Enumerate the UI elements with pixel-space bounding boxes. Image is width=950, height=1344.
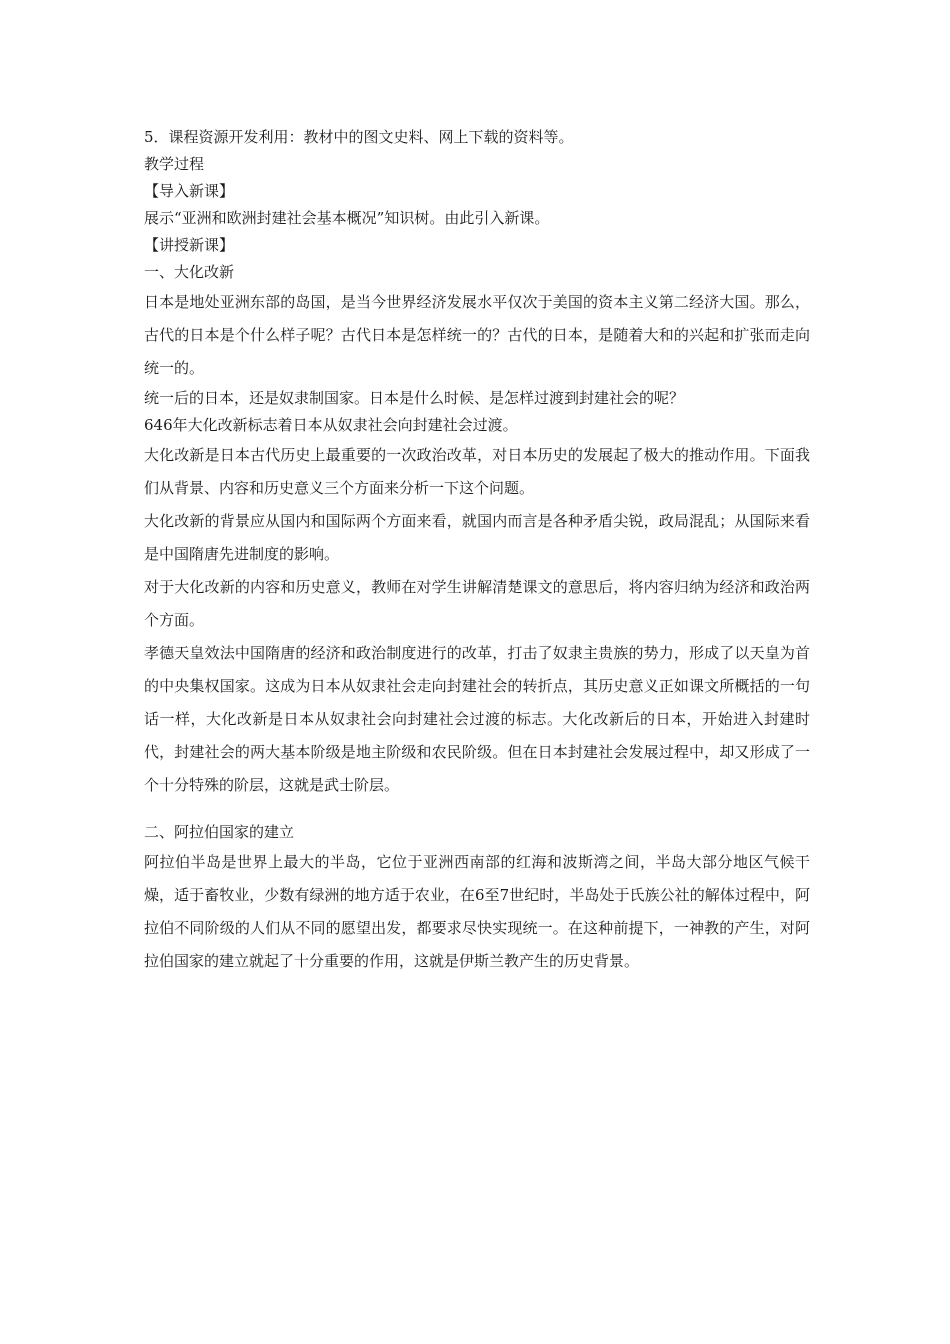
section-1-paragraph: 大化改新的背景应从国内和国际两个方面来看，就国内而言是各种矛盾尖锐，政局混乱；从国际来看是中国隋唐先进制度的影响。 (144, 512, 810, 563)
resources-line: 5．课程资源开发利用：教材中的图文史料、网上下载的资料等。 (144, 128, 574, 146)
section-spacer (144, 802, 810, 819)
section-2-paragraph: 阿拉伯半岛是世界上最大的半岛，它位于亚洲西南部的红海和波斯湾之间，半岛大部分地区气候干燥，适于畜牧业，少数有绿洲的地方适于农业，在6至7世纪时，半岛处于氏族公社的解体过程中，阿拉伯不同阶级的人们从不同的愿望出发，都要求尽快实现统一。在这种前提下，一神教的产生，对阿拉伯国家的建立就起了十分重要的作用，这就是伊斯兰教产生的历史背景。 (144, 853, 810, 970)
section-1-paragraph: 孝德天皇效法中国隋唐的经济和政治制度进行的改革，打击了奴隶主贵族的势力，形成了以天皇为首的中央集权国家。这成为日本从奴隶社会走向封建社会的转折点，其历史意义正如课文所概括的一句话一样，大化改新是日本从奴隶社会向封建社会过渡的标志。大化改新后的日本，开始进入封建时代，封建社会的两大基本阶级是地主阶级和农民阶级。但在日本封建社会发展过程中，却又形成了一个十分特殊的阶层，这就是武士阶层。 (144, 644, 810, 794)
section-1-paragraph: 大化改新是日本古代历史上最重要的一次政治改革，对日本历史的发展起了极大的推动作用。下面我们从背景、内容和历史意义三个方面来分析一下这个问题。 (144, 446, 810, 497)
section-1-paragraph: 646年大化改新标志着日本从奴隶社会向封建社会过渡。 (144, 416, 518, 434)
section-1-title: 一、大化改新 (144, 263, 235, 281)
teaching-process-heading: 教学过程 (144, 155, 205, 173)
intro-bracket-heading: 【导入新课】 (144, 182, 235, 200)
intro-text: 展示“亚洲和欧洲封建社会基本概况”知识树。由此引入新课。 (144, 209, 550, 227)
section-1-paragraph: 日本是地处亚洲东部的岛国，是当今世界经济发展水平仅次于美国的资本主义第二经济大国。那么，古代的日本是个什么样子呢？古代日本是怎样统一的？古代的日本，是随着大和的兴起和扩张而走向统一的。 (144, 293, 810, 377)
section-1-paragraph: 统一后的日本，还是奴隶制国家。日本是什么时候、是怎样过渡到封建社会的呢？ (144, 389, 685, 407)
section-1-paragraph: 对于大化改新的内容和历史意义，教师在对学生讲解清楚课文的意思后，将内容归纳为经济和政治两个方面。 (144, 578, 810, 629)
document-body (144, 124, 810, 978)
lecture-bracket-heading: 【讲授新课】 (144, 236, 235, 254)
section-2-title: 二、阿拉伯国家的建立 (144, 823, 295, 841)
